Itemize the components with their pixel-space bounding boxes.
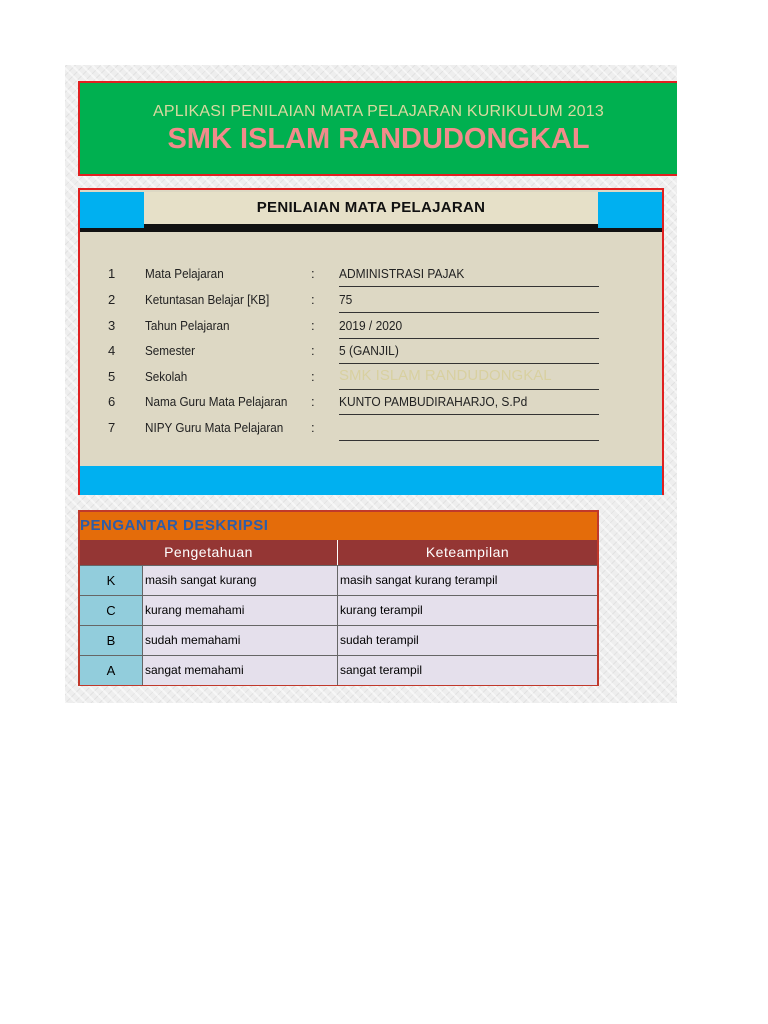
teacher-value[interactable]: KUNTO PAMBUDIRAHARJO, S.Pd (339, 394, 599, 415)
app-subtitle: APLIKASI PENILAIAN MATA PELAJARAN KURIKULUM 2013 (153, 103, 604, 120)
row-label: Semester (145, 343, 196, 358)
row-separator: : (311, 266, 315, 281)
info-row-year (80, 314, 662, 339)
grade-cell[interactable]: A (80, 656, 143, 685)
description-title: PENGANTAR DESKRIPSI (80, 512, 597, 540)
grade-cell[interactable]: K (80, 566, 143, 595)
grade-cell[interactable]: C (80, 596, 143, 625)
column-header-skill: Keteampilan (338, 540, 597, 565)
row-label: Mata Pelajaran (145, 266, 224, 281)
panel-bottom-bar (80, 466, 662, 495)
table-row (80, 625, 597, 655)
row-label: Nama Guru Mata Pelajaran (145, 394, 288, 409)
school-title: SMK ISLAM RANDUDONGKAL (167, 123, 590, 155)
info-row-semester (80, 339, 662, 364)
row-label: Ketuntasan Belajar [KB] (145, 292, 270, 307)
row-separator: : (311, 394, 315, 409)
row-number: 1 (108, 266, 116, 281)
column-header-knowledge: Pengetahuan (80, 540, 338, 565)
info-row-school (80, 365, 662, 390)
table-row (80, 655, 597, 685)
semester-value[interactable]: 5 (GANJIL) (339, 343, 599, 364)
row-label: Tahun Pelajaran (145, 318, 230, 333)
row-separator: : (311, 318, 315, 333)
row-separator: : (311, 420, 315, 435)
row-number: 2 (108, 292, 116, 307)
assessment-panel (78, 188, 664, 495)
description-table (78, 510, 599, 686)
nipy-value[interactable] (339, 420, 599, 441)
row-separator: : (311, 369, 315, 384)
row-separator: : (311, 343, 315, 358)
row-number: 5 (108, 369, 116, 384)
panel-divider (80, 228, 662, 232)
row-number: 6 (108, 394, 116, 409)
skill-cell[interactable]: kurang terampil (338, 596, 597, 625)
info-row-nipy (80, 416, 662, 441)
app-header (78, 81, 677, 176)
row-separator: : (311, 292, 315, 307)
subject-value[interactable]: ADMINISTRASI PAJAK (339, 266, 599, 287)
knowledge-cell[interactable]: sangat memahami (143, 656, 338, 685)
skill-cell[interactable]: sudah terampil (338, 626, 597, 655)
row-number: 7 (108, 420, 116, 435)
grade-cell[interactable]: B (80, 626, 143, 655)
row-number: 4 (108, 343, 116, 358)
table-row (80, 595, 597, 625)
skill-cell[interactable]: sangat terampil (338, 656, 597, 685)
kb-value[interactable]: 75 (339, 292, 599, 313)
knowledge-cell[interactable]: masih sangat kurang (143, 566, 338, 595)
info-row-kb (80, 288, 662, 313)
knowledge-cell[interactable]: kurang memahami (143, 596, 338, 625)
year-value[interactable]: 2019 / 2020 (339, 318, 599, 339)
row-number: 3 (108, 318, 116, 333)
panel-title: PENILAIAN MATA PELAJARAN (144, 192, 598, 228)
knowledge-cell[interactable]: sudah memahami (143, 626, 338, 655)
info-row-teacher (80, 390, 662, 415)
row-label: Sekolah (145, 369, 188, 384)
row-label: NIPY Guru Mata Pelajaran (145, 420, 284, 435)
skill-cell[interactable]: masih sangat kurang terampil (338, 566, 597, 595)
table-row (80, 565, 597, 595)
school-value[interactable]: SMK ISLAM RANDUDONGKAL (339, 369, 599, 390)
info-row-subject (80, 262, 662, 287)
